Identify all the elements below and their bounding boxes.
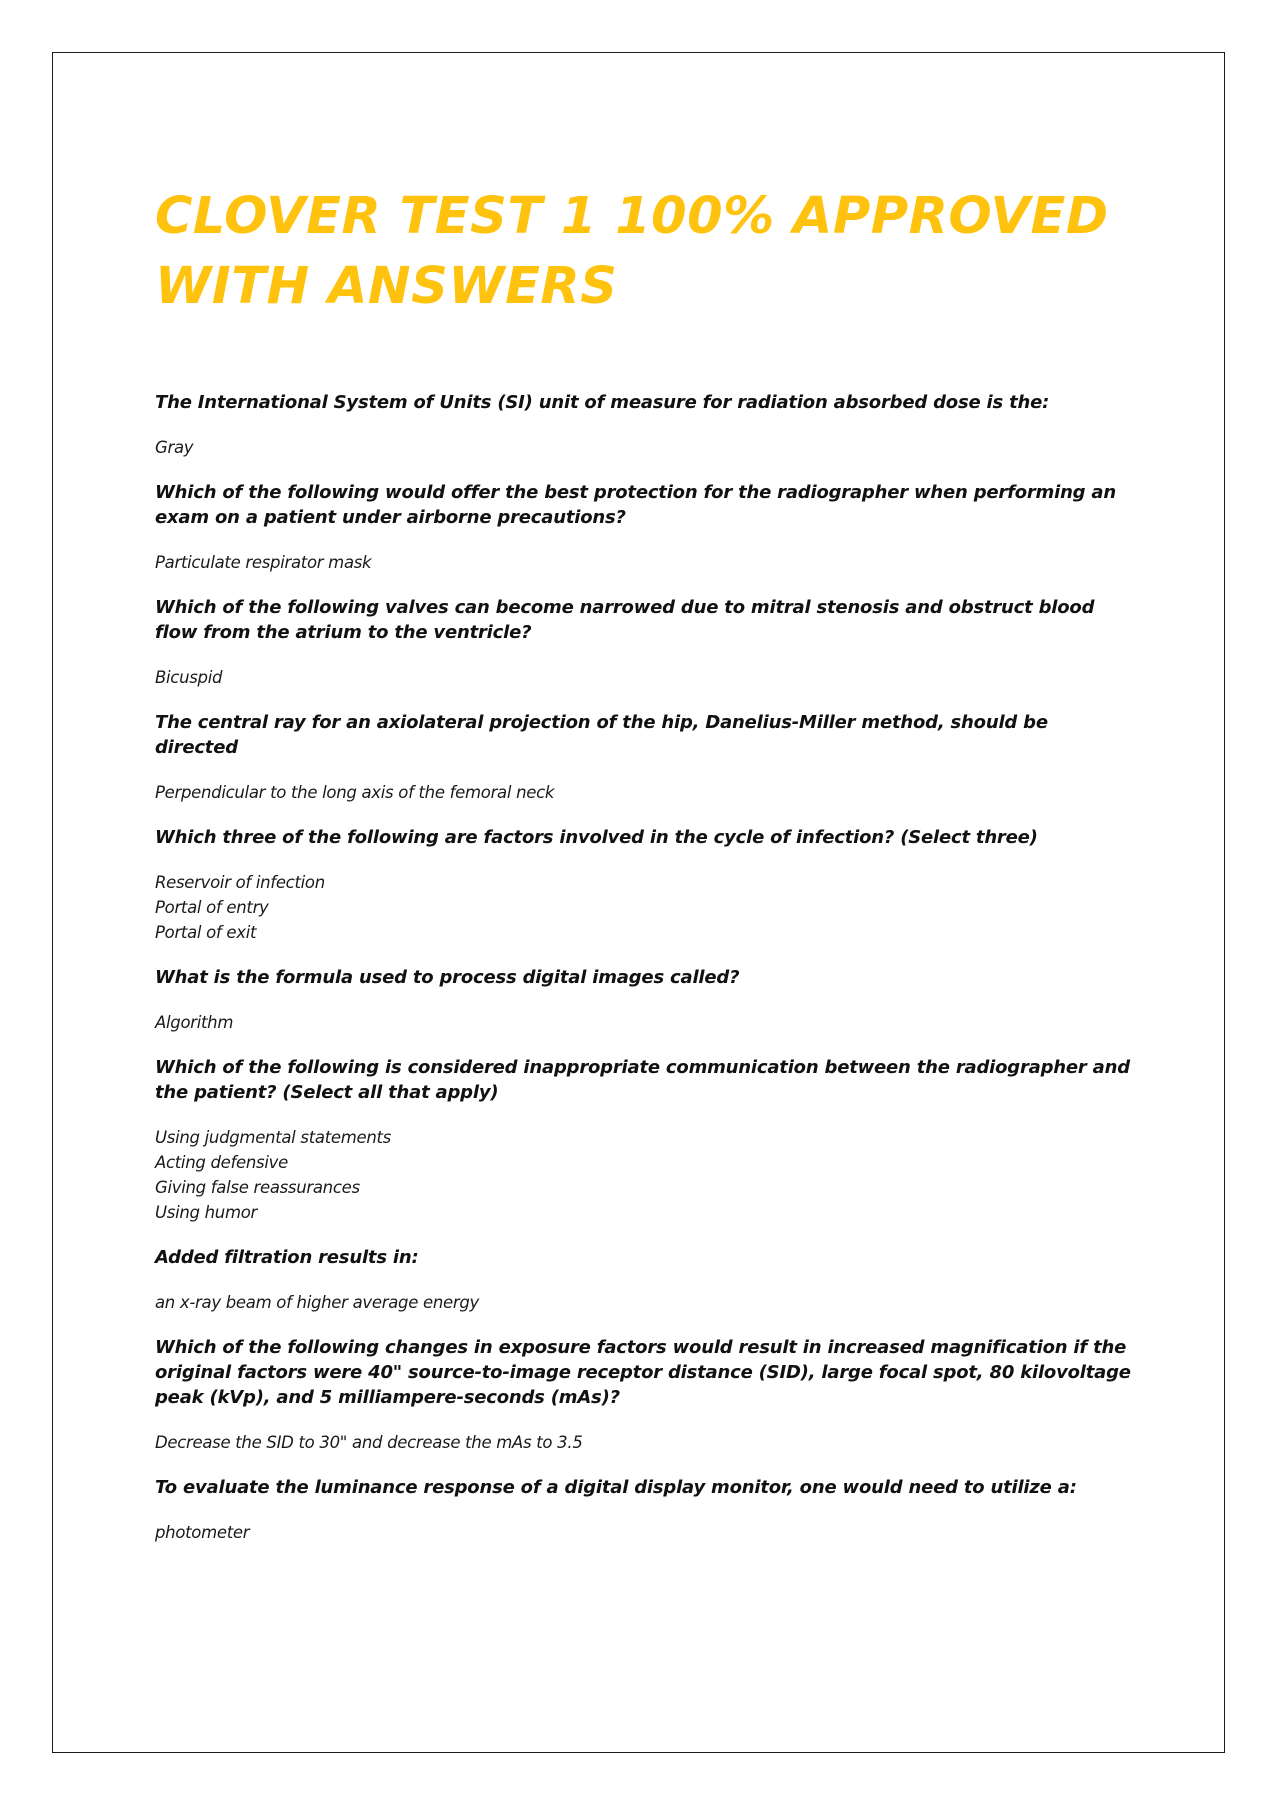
answer-text: Decrease the SID to 30" and decrease the mAs to 3.5 [155, 1433, 583, 1452]
question-text: To evaluate the luminance response of a digital display monitor, one would need to utilize a: [155, 1477, 1077, 1498]
answer-block [155, 435, 1135, 460]
qa-item [155, 480, 1135, 575]
answer-text: Using judgmental statements [155, 1128, 391, 1147]
answer-text: Using humor [155, 1203, 258, 1222]
qa-item [155, 1335, 1135, 1455]
question-text: Which three of the following are factors involved in the cycle of infection? (Select three) [155, 827, 1038, 848]
answer-block [155, 665, 1135, 690]
qa-item [155, 710, 1135, 805]
document-content [155, 182, 1135, 1565]
question-text: Added filtration results in: [155, 1247, 419, 1268]
qa-item [155, 595, 1135, 690]
question-text: Which of the following is considered inappropriate communication between the radiographer and the patient? (Select all that apply) [155, 1057, 1130, 1103]
answer-block [155, 1290, 1135, 1315]
answer-text: Portal of exit [155, 923, 257, 942]
answer-text: an x-ray beam of higher average energy [155, 1293, 479, 1312]
question-text: Which of the following valves can become narrowed due to mitral stenosis and obstruct blood flow from the atrium to the ventricle? [155, 597, 1095, 643]
question-text: Which of the following would offer the best protection for the radiographer when performing an exam on a patient under airborne precautions? [155, 482, 1116, 528]
answer-block [155, 780, 1135, 805]
qa-item [155, 825, 1135, 945]
answer-text: Algorithm [155, 1013, 234, 1032]
answer-text: Perpendicular to the long axis of the femoral neck [155, 783, 555, 802]
qa-item [155, 965, 1135, 1035]
qa-item [155, 1055, 1135, 1225]
question-text: Which of the following changes in exposure factors would result in increased magnification if the original factors were 40" source-to-image receptor distance (SID), large focal spot, 80 kilovoltage peak (kVp), and 5 milliampere-seconds (mAs)? [155, 1337, 1131, 1408]
answer-text: Particulate respirator mask [155, 553, 372, 572]
document-title: CLOVER TEST 1 100% APPROVED WITH ANSWERS [155, 187, 1109, 316]
answer-text: Portal of entry [155, 898, 269, 917]
answer-text: Bicuspid [155, 668, 223, 687]
qa-item [155, 1475, 1135, 1545]
answer-block [155, 1430, 1135, 1455]
answer-text: Giving false reassurances [155, 1178, 360, 1197]
qa-list [155, 390, 1135, 1545]
question-text: The International System of Units (SI) unit of measure for radiation absorbed dose is the: [155, 392, 1050, 413]
answer-text: photometer [155, 1523, 250, 1542]
question-text: The central ray for an axiolateral projection of the hip, Danelius-Miller method, should be directed [155, 712, 1048, 758]
answer-block [155, 870, 1135, 945]
answer-block [155, 1010, 1135, 1035]
answer-block [155, 550, 1135, 575]
answer-text: Acting defensive [155, 1153, 288, 1172]
answer-text: Gray [155, 438, 194, 457]
qa-item [155, 390, 1135, 460]
answer-text: Reservoir of infection [155, 873, 325, 892]
answer-block [155, 1520, 1135, 1545]
qa-item [155, 1245, 1135, 1315]
question-text: What is the formula used to process digital images called? [155, 967, 740, 988]
answer-block [155, 1125, 1135, 1225]
